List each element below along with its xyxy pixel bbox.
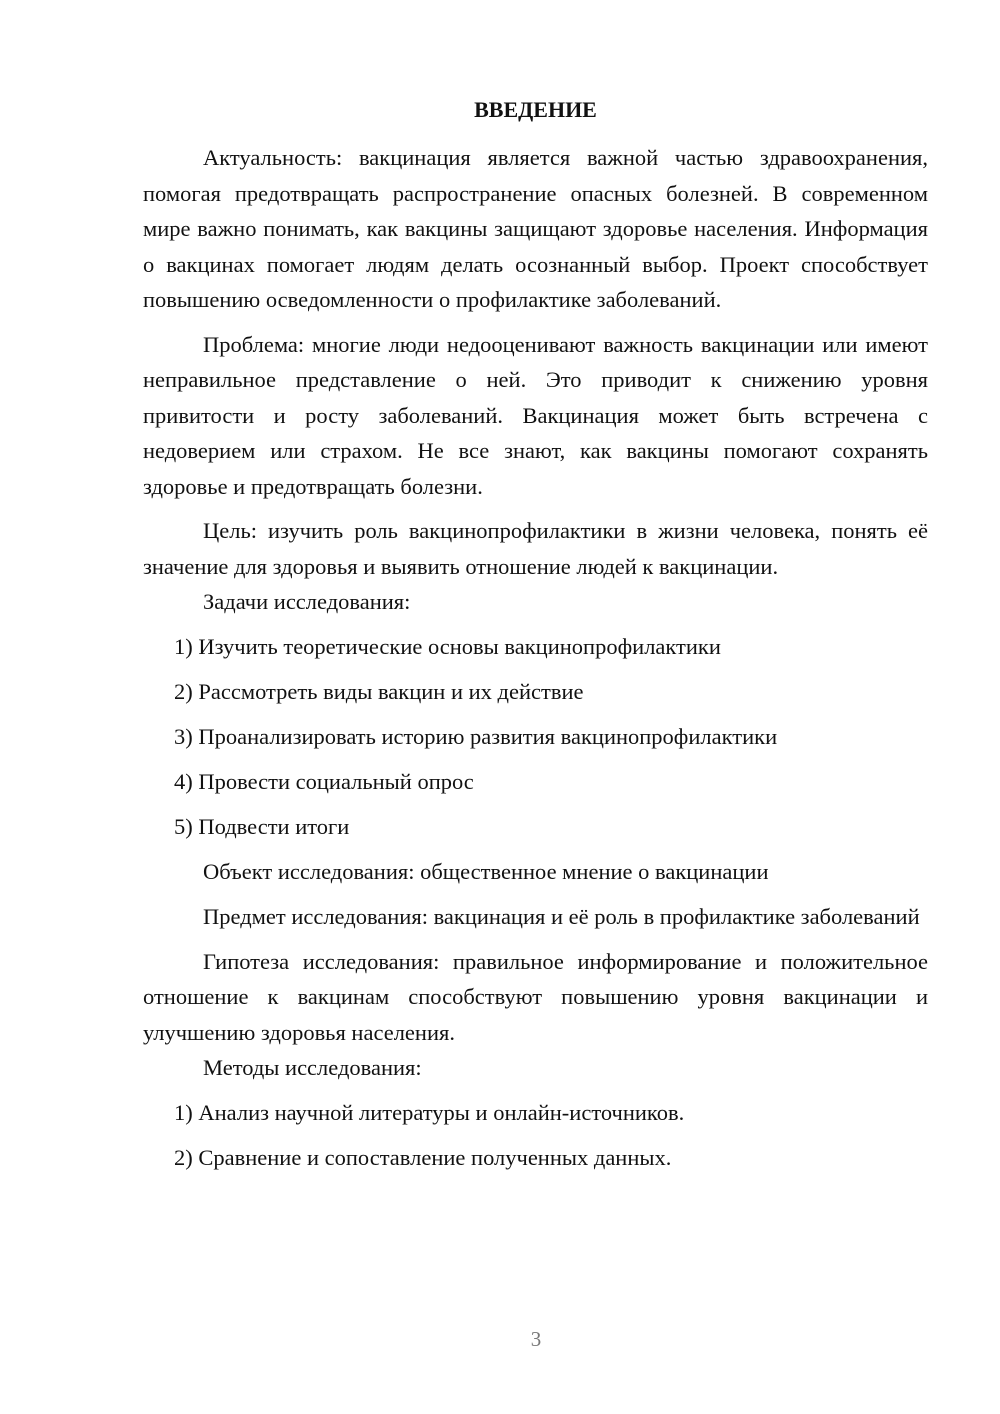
task-item-3: 3) Проанализировать историю развития вакцинопрофилактики — [174, 724, 778, 749]
research-object: Объект исследования: общественное мнение о вакцинации — [203, 859, 769, 884]
task-item-5: 5) Подвести итоги — [174, 814, 350, 839]
relevance-paragraph: Актуальность: вакцинация является важной частью здравоохранения, помогая предотвращать распространение опасных болезней. В современном мире важно понимать, как вакцины защищают здоровье населения. Информация о вакцинах помогает людям делать осознанный выбор. Проект способствует повышению осведомленности о профилактике заболеваний. — [143, 145, 928, 312]
page-content — [143, 92, 928, 1176]
task-item-1: 1) Изучить теоретические основы вакцинопрофилактики — [174, 634, 721, 659]
research-hypothesis: Гипотеза исследования: правильное информирование и положительное отношение к вакцинам способствуют повышению уровня вакцинации и улучшению здоровья населения. — [143, 948, 928, 1045]
task-item-4: 4) Провести социальный опрос — [174, 769, 474, 794]
method-item-1: 1) Анализ научной литературы и онлайн-источников. — [174, 1100, 685, 1125]
task-item-2: 2) Рассмотреть виды вакцин и их действие — [174, 679, 584, 704]
goal-paragraph: Цель: изучить роль вакцинопрофилактики в жизни человека, понять её значение для здоровья и выявить отношение людей к вакцинации. — [143, 518, 928, 579]
section-title: ВВЕДЕНИЕ — [474, 97, 597, 122]
page-number: 3 — [530, 1327, 542, 1351]
methods-heading: Методы исследования: — [203, 1055, 422, 1080]
method-item-2: 2) Сравнение и сопоставление полученных данных. — [174, 1145, 672, 1170]
problem-paragraph: Проблема: многие люди недооценивают важность вакцинации или имеют неправильное представление о ней. Это приводит к снижению уровня привитости и росту заболеваний. Вакцинация может быть встречена с недоверием или страхом. Не все знают, как вакцины помогают сохранять здоровье и предотвращать болезни. — [143, 331, 928, 499]
tasks-heading: Задачи исследования: — [203, 589, 411, 614]
research-subject: Предмет исследования: вакцинация и её роль в профилактике заболеваний — [203, 904, 920, 929]
